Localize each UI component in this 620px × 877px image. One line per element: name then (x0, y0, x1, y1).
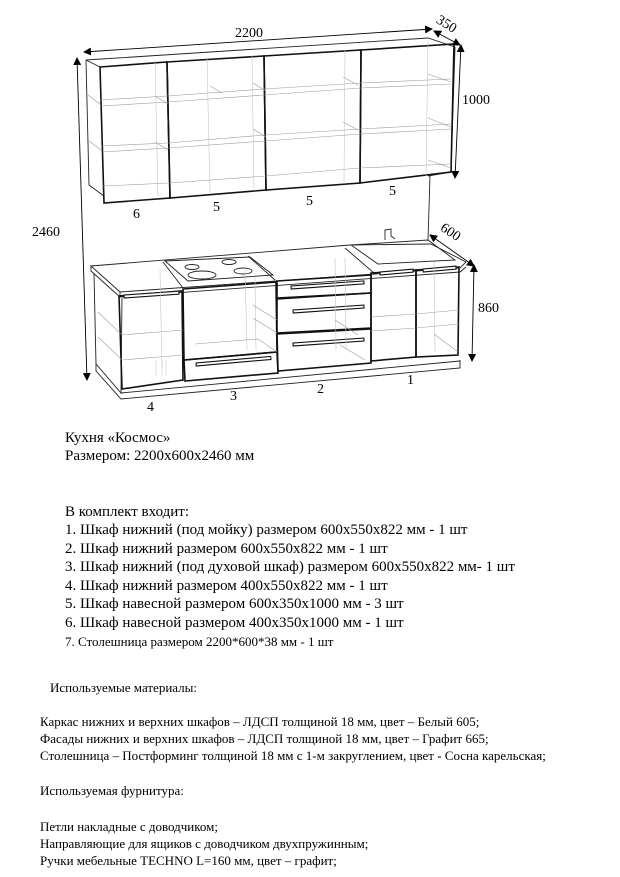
upper-cabinets (86, 38, 455, 203)
dimension-total-height-line (77, 58, 87, 380)
lower-cabinet-label: 4 (147, 400, 154, 415)
kitchen-technical-drawing (0, 0, 620, 420)
hardware-heading: Используемая фурнитура: (40, 783, 184, 798)
upper-cabinet-label: 5 (389, 184, 396, 199)
kitchen-name: Кухня «Космос» (65, 430, 171, 446)
lower-cabinet-label: 1 (407, 373, 414, 388)
hardware-item: Направляющие для ящиков с доводчиком двухпружинным; (40, 836, 369, 851)
dimension-upper-height: 1000 (462, 93, 490, 108)
dimension-upper-height-line (455, 45, 461, 178)
materials-heading: Используемые материалы: (50, 680, 197, 695)
kit-item: 3. Шкаф нижний (под духовой шкаф) размером 600х550х822 мм- 1 шт (65, 559, 515, 575)
materials-item: Столешница – Постформинг толщиной 18 мм с 1-м закруглением, цвет - Сосна карельская; (40, 748, 546, 763)
kit-item: 5. Шкаф навесной размером 600х350х1000 мм - 3 шт (65, 596, 404, 612)
materials-item: Фасады нижних и верхних шкафов – ЛДСП толщиной 18 мм, цвет – Графит 665; (40, 731, 489, 746)
kit-item: 4. Шкаф нижний размером 400х550х822 мм - 1 шт (65, 578, 388, 594)
dimension-total-height: 2460 (32, 225, 60, 240)
dimension-total-width: 2200 (235, 26, 263, 41)
upper-cabinet-label: 5 (213, 200, 220, 215)
kitchen-size: Размером: 2200х600х2460 мм (65, 448, 255, 464)
hardware-item: Ручки мебельные TECHNO L=160 мм, цвет – графит; (40, 853, 337, 868)
lower-cabinet-label: 3 (230, 389, 237, 404)
hardware-item: Петли накладные с доводчиком; (40, 819, 219, 834)
materials-item: Каркас нижних и верхних шкафов – ЛДСП толщиной 18 мм, цвет – Белый 605; (40, 714, 480, 729)
kit-item: 1. Шкаф нижний (под мойку) размером 600х550х822 мм - 1 шт (65, 522, 468, 538)
dimension-lower-depth: 600 (437, 220, 464, 245)
kit-heading: В комплект входит: (65, 504, 190, 520)
upper-cabinet-label: 6 (133, 207, 140, 222)
kit-item: 6. Шкаф навесной размером 400х350х1000 мм - 1 шт (65, 615, 404, 631)
kit-item: 7. Столешница размером 2200*600*38 мм - 1 шт (65, 634, 334, 649)
cooktop (165, 257, 273, 281)
lower-cabinet-label: 2 (317, 382, 324, 397)
dimension-lower-height-line (472, 265, 474, 361)
dimension-lower-height: 860 (478, 301, 499, 316)
kit-item: 2. Шкаф нижний размером 600х550х822 мм - 1 шт (65, 541, 388, 557)
dimension-lines (77, 29, 474, 380)
dimension-upper-depth: 350 (433, 12, 460, 37)
upper-cabinet-label: 5 (306, 194, 313, 209)
